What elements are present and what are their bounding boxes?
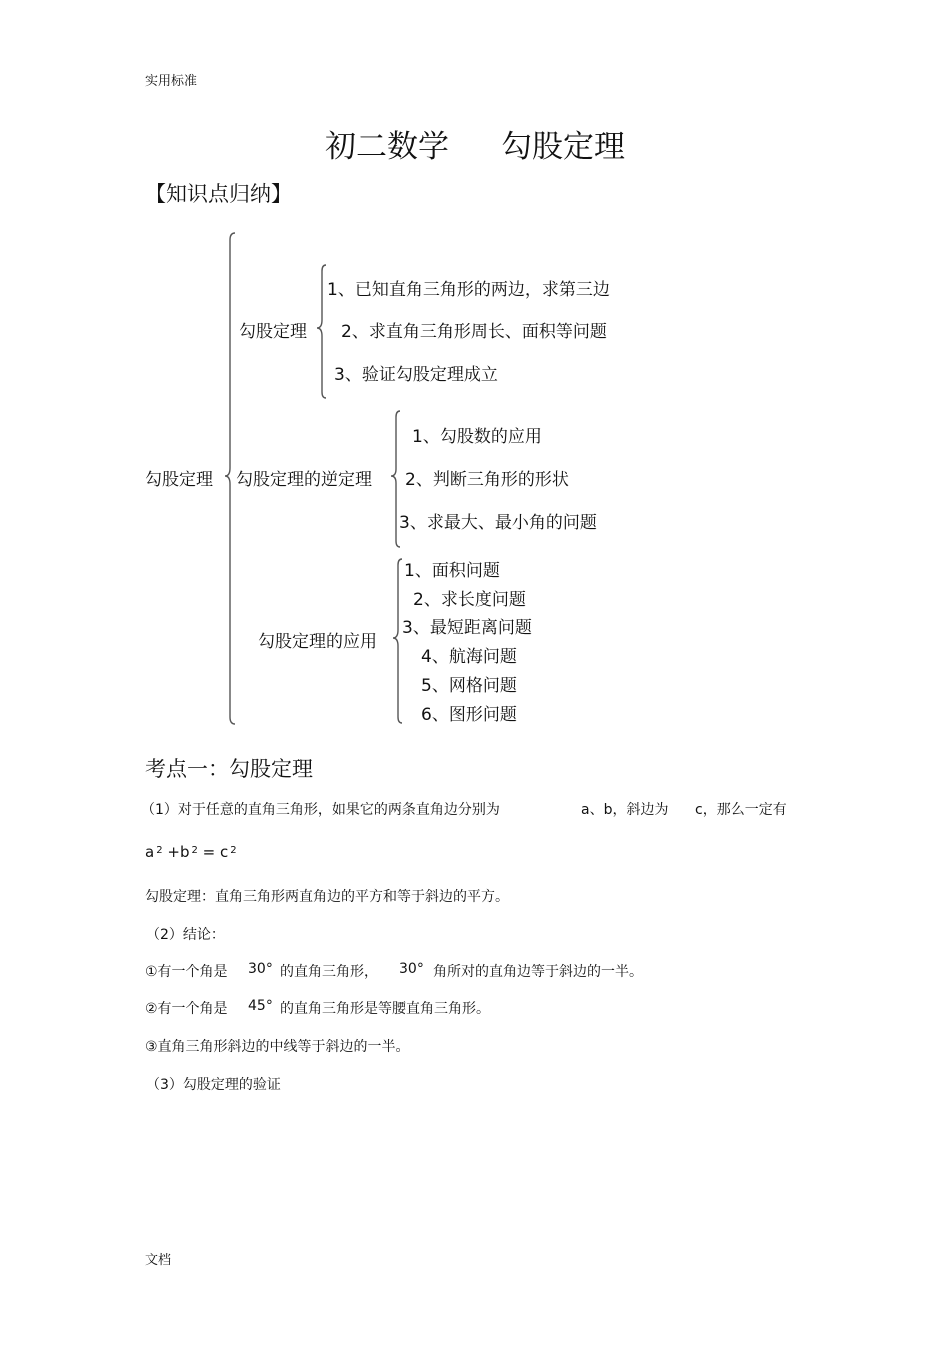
branch3-item-6: 6、图形问题	[421, 705, 517, 725]
brace-b1	[317, 265, 326, 398]
formula-plus: +	[167, 843, 180, 861]
pythagorean-formula	[145, 843, 237, 861]
branch3-item-2: 2、求长度问题	[413, 590, 526, 610]
page-footer: 文档	[145, 1253, 172, 1268]
conclusion-3: ③直角三角形斜边的中线等于斜边的一半。	[145, 1039, 410, 1055]
brace-root	[225, 233, 235, 724]
formula-exp-c: 2	[230, 845, 237, 856]
formula-b: b	[179, 843, 190, 861]
branch-label-1: 勾股定理	[239, 322, 307, 342]
branch1-item-2: 2、求直角三角形周长、面积等问题	[341, 322, 607, 342]
formula-eq: = c	[202, 843, 229, 861]
formula-exp-b: 2	[191, 845, 198, 856]
title-part1: 初二数学	[325, 129, 449, 165]
branch3-item-5: 5、网格问题	[421, 676, 517, 696]
page-header: 实用标准	[145, 74, 198, 89]
branch1-item-3: 3、验证勾股定理成立	[334, 365, 498, 385]
branch3-item-4: 4、航海问题	[421, 647, 517, 667]
verify-heading: （3）勾股定理的验证	[146, 1077, 281, 1093]
section-point1: 考点一：勾股定理	[145, 757, 313, 781]
formula-a: a	[145, 843, 155, 861]
conclusion-label: （2）结论：	[146, 927, 225, 943]
brace-b3	[393, 559, 402, 723]
conclusion-1-d: 30°	[399, 961, 424, 977]
conclusion-2-a: ②有一个角是	[145, 1001, 228, 1017]
branch1-item-1: 1、已知直角三角形的两边，求第三边	[327, 280, 610, 300]
branch3-item-3: 3、最短距离问题	[402, 618, 532, 638]
p1-text-b: a、b，斜边为	[581, 802, 669, 818]
conclusion-2-c: 的直角三角形是等腰直角三角形。	[280, 1001, 490, 1017]
branch2-item-1: 1、勾股数的应用	[412, 427, 542, 447]
conclusion-2-b: 45°	[248, 998, 273, 1014]
section-knowledge: 【知识点归纳】	[145, 182, 292, 206]
mindmap-root: 勾股定理	[145, 470, 213, 490]
p1-text-a: （1）对于任意的直角三角形，如果它的两条直角边分别为	[141, 802, 500, 818]
conclusion-1-b: 30°	[248, 961, 273, 977]
definition-text: 勾股定理：直角三角形两直角边的平方和等于斜边的平方。	[145, 889, 509, 905]
title-part2: 勾股定理	[501, 129, 625, 165]
branch-label-2: 勾股定理的逆定理	[236, 470, 372, 490]
conclusion-1-a: ①有一个角是	[145, 964, 228, 980]
branch-label-3: 勾股定理的应用	[258, 632, 377, 652]
conclusion-1-c: 的直角三角形，	[280, 964, 378, 980]
branch2-item-2: 2、判断三角形的形状	[405, 470, 569, 490]
p1-text-c: c，那么一定有	[695, 802, 787, 818]
conclusion-1-e: 角所对的直角边等于斜边的一半。	[433, 964, 643, 980]
formula-exp-a: 2	[156, 845, 163, 856]
branch3-item-1: 1、面积问题	[404, 561, 500, 581]
branch2-item-3: 3、求最大、最小角的问题	[399, 513, 597, 533]
